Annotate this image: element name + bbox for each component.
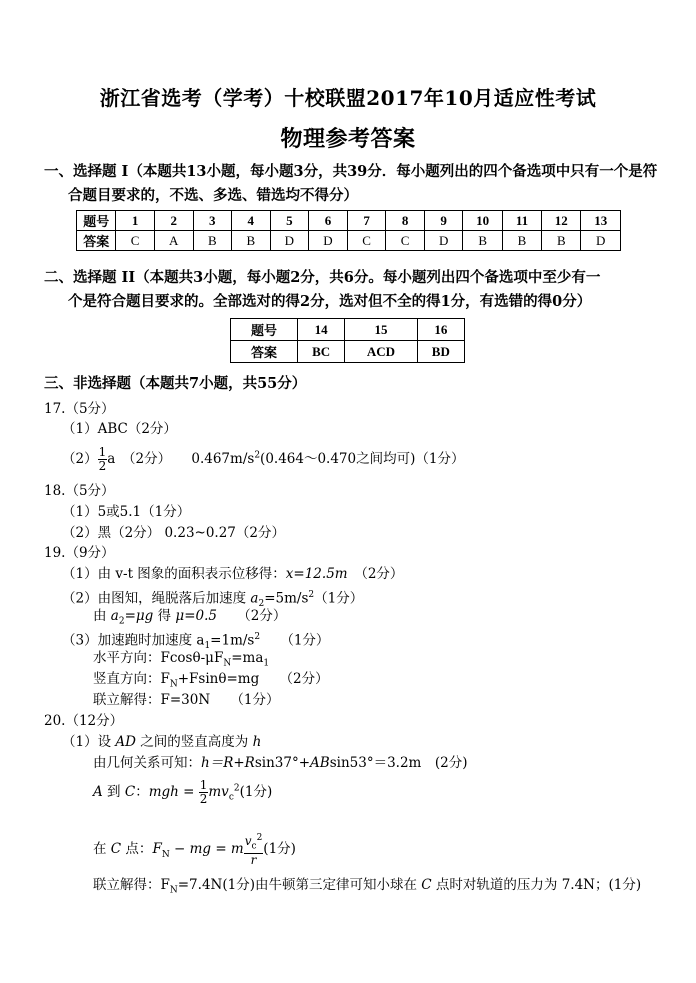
fraction-numerator: [244, 832, 264, 854]
q17-heading: 17.（5分）: [44, 401, 115, 417]
fraction-denominator: r: [250, 853, 257, 868]
question-number: 13: [581, 211, 621, 231]
question-number: 6: [309, 211, 348, 231]
answer-cell: C: [116, 231, 155, 251]
answer-cell: C: [347, 231, 386, 251]
force-fraction: [244, 832, 264, 867]
question-number: 16: [417, 319, 464, 341]
q20-geometry: [93, 754, 467, 772]
subscript: 1: [263, 658, 270, 669]
subscript: N: [169, 885, 178, 896]
math: mgh: [148, 784, 179, 800]
text: 点：: [121, 841, 153, 858]
text: 联立解得：F: [93, 877, 170, 893]
math: − mg = m: [169, 841, 244, 858]
subscript: N: [169, 679, 178, 690]
table-row-answers: [77, 231, 621, 251]
score: （2分）: [347, 566, 404, 582]
table-row-numbers: [231, 319, 465, 341]
question-number: 10: [463, 211, 502, 231]
q17-part2-prefix: （2）: [62, 451, 98, 467]
section1-heading-line2: 合题目要求的，不选、多选、错选均不得分）: [68, 187, 358, 204]
math: h: [252, 734, 262, 750]
answer-cell: B: [502, 231, 541, 251]
text: （3）加速跑时加速度 a: [62, 632, 205, 649]
text: （1）由 v-t 图象的面积表示位移得：: [62, 566, 286, 582]
q18-part2: （2）黑（2分） 0.23~0.27（2分）: [62, 525, 285, 541]
math: h＝R+R: [201, 755, 255, 771]
text: =7.4N(1分)由牛顿第三定律可知小球在: [177, 877, 422, 893]
superscript: 2: [254, 450, 261, 461]
text: 由几何关系可知：: [93, 755, 201, 771]
text: 竖直方向：F: [93, 671, 170, 687]
q17-part2-tail: (0.464～0.470之间均可)（1分）: [260, 451, 465, 467]
text: sin37°+: [254, 755, 311, 771]
question-number: 12: [542, 211, 581, 231]
energy-fraction: [199, 779, 209, 806]
math: C: [421, 877, 432, 893]
score: （2分）: [216, 608, 287, 624]
superscript: 2: [256, 833, 263, 843]
subscript: c: [228, 792, 234, 803]
row-label-answer: 答案: [231, 341, 298, 363]
subscript: N: [223, 658, 232, 669]
section1-answer-table: [76, 210, 621, 251]
q19-part1: [62, 565, 403, 583]
score: (1分): [263, 841, 296, 858]
section3-heading: 三、非选择题（本题共7小题，共55分）: [44, 375, 307, 392]
answer-cell: D: [270, 231, 309, 251]
table-row-answers: [231, 341, 465, 363]
answer-cell: A: [154, 231, 193, 251]
fraction-numerator: 1: [199, 778, 208, 792]
text: =ma: [231, 650, 264, 666]
exam-subtitle: 物理参考答案: [280, 126, 416, 152]
math: v: [244, 834, 252, 848]
text: 得: [153, 608, 176, 624]
answer-cell: D: [309, 231, 348, 251]
math: mv: [208, 784, 229, 800]
section1-heading-line1: 一、选择题 I（本题共13小题，每小题3分，共39分．每小题列出的四个备选项中只有一个是符: [44, 163, 658, 180]
text: 水平方向：Fcosθ-μF: [93, 650, 224, 666]
q20-energy: [93, 779, 272, 807]
answer-cell: B: [463, 231, 502, 251]
answer-cell: D: [581, 231, 621, 251]
math: a: [110, 608, 119, 624]
text: （1）设: [62, 734, 116, 750]
question-number: 14: [298, 319, 345, 341]
text: sin53°＝3.2m (2分): [329, 755, 468, 771]
answer-cell: ACD: [345, 341, 417, 363]
fraction-denominator: 2: [199, 792, 208, 806]
section2-answer-table: [230, 318, 465, 363]
answer-cell: B: [232, 231, 271, 251]
question-number: 1: [116, 211, 155, 231]
question-number: 2: [154, 211, 193, 231]
exam-title: 浙江省选考（学考）十校联盟2017年10月适应性考试: [99, 86, 597, 110]
answer-cell: BD: [417, 341, 464, 363]
question-number: 9: [424, 211, 463, 231]
question-number: 4: [232, 211, 271, 231]
row-label-answer: 答案: [77, 231, 116, 251]
math: AB: [310, 755, 330, 771]
row-label-number: 题号: [231, 319, 298, 341]
question-number: 11: [502, 211, 541, 231]
text: 点时对轨道的压力为 7.4N；(1分): [431, 877, 642, 893]
fraction-denominator: 2: [98, 459, 107, 473]
superscript: 2: [308, 590, 315, 600]
answer-cell: B: [542, 231, 581, 251]
subscript: 2: [118, 616, 125, 627]
q17-part2-text: a （2分） 0.467m/s: [107, 451, 255, 467]
q20-part1: [62, 733, 261, 751]
subscript: 2: [258, 599, 265, 610]
text: 到: [102, 784, 125, 800]
fraction-numerator: 1: [98, 445, 107, 459]
text: +Fsinθ=mg （2分）: [177, 671, 329, 687]
q17-part2: [62, 446, 464, 473]
q17-fraction: [98, 446, 108, 473]
q17-part1: （1）ABC（2分）: [62, 421, 177, 437]
question-number: 7: [347, 211, 386, 231]
answer-cell: BC: [298, 341, 345, 363]
text: =1m/s: [210, 632, 255, 649]
superscript: 2: [233, 783, 240, 794]
text: 之间的竖直高度为: [135, 734, 253, 750]
q18-heading: 18.（5分）: [44, 483, 115, 499]
math: a: [250, 590, 259, 607]
text: =5m/s: [264, 590, 309, 607]
text: =: [178, 784, 199, 800]
question-number: 5: [270, 211, 309, 231]
math: C: [124, 784, 136, 800]
math: F: [152, 841, 162, 858]
question-number: 8: [386, 211, 425, 231]
q20-point-c: [93, 832, 296, 867]
question-number: 3: [193, 211, 232, 231]
math: x=12.5m: [285, 566, 348, 582]
math: C: [110, 841, 122, 858]
answer-cell: C: [386, 231, 425, 251]
section1-heading: [44, 160, 664, 208]
q18-part1: （1）5或5.1（1分）: [62, 504, 191, 520]
math: =μg: [124, 608, 154, 624]
subscript: N: [161, 849, 170, 860]
table-row-numbers: [77, 211, 621, 231]
score: （1分）: [260, 632, 330, 649]
answer-cell: D: [424, 231, 463, 251]
score: （1分）: [314, 590, 364, 607]
text: 由: [93, 608, 111, 624]
subscript: 1: [204, 641, 211, 652]
subscript: c: [251, 841, 257, 852]
section2-heading-line2: 个是符合题目要求的。全部选对的得2分，选对但不全的得1分，有选错的得0分）: [68, 293, 592, 310]
section2-heading: [44, 266, 664, 314]
q20-heading: 20.（12分）: [44, 713, 124, 729]
text: （2）由图知，绳脱落后加速度: [62, 590, 251, 607]
row-label-number: 题号: [77, 211, 116, 231]
answer-cell: B: [193, 231, 232, 251]
math: A: [93, 784, 103, 800]
math: AD: [115, 734, 136, 750]
q19-heading: 19.（9分）: [44, 545, 115, 561]
text: 在: [93, 841, 111, 858]
question-number: 15: [345, 319, 417, 341]
score: (1分): [239, 784, 273, 800]
math: μ=0.5: [175, 608, 217, 624]
superscript: 2: [254, 632, 261, 642]
section2-heading-line1: 二、选择题 II（本题共3小题，每小题2分，共6分。每小题列出四个备选项中至少有一: [44, 269, 601, 286]
q19-result: 联立解得：F=30N （1分）: [93, 692, 280, 708]
q20-conclusion: [93, 876, 641, 900]
text: ：: [135, 784, 149, 800]
